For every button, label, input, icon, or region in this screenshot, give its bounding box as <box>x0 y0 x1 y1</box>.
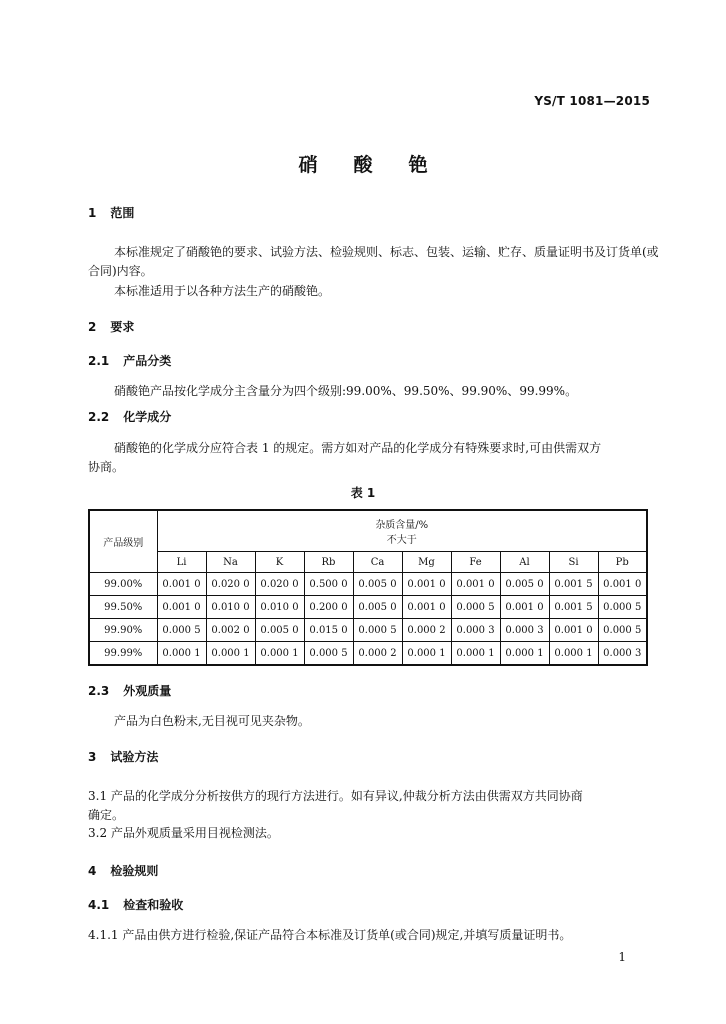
value-cell: 0.005 0 <box>353 573 402 596</box>
value-cell: 0.500 0 <box>304 573 353 596</box>
element-header-row <box>89 552 647 573</box>
value-cell: 0.001 0 <box>451 573 500 596</box>
impurity-header-line-2: 不大于 <box>386 535 417 546</box>
grade-cell: 99.99% <box>89 642 157 666</box>
value-cell: 0.001 0 <box>549 619 598 642</box>
value-cell: 0.020 0 <box>255 573 304 596</box>
section-4-1-heading <box>88 896 183 913</box>
value-cell: 0.001 0 <box>598 573 647 596</box>
section-title: 化学成分 <box>123 410 172 424</box>
section-3-heading <box>88 748 158 765</box>
value-cell: 0.000 1 <box>255 642 304 666</box>
section-title: 范围 <box>110 206 135 220</box>
section-number: 2.3 <box>88 684 110 698</box>
section-2-1-heading <box>88 352 171 369</box>
section-title: 外观质量 <box>123 684 172 698</box>
value-cell: 0.000 1 <box>500 642 549 666</box>
section-1-heading <box>88 204 134 221</box>
table-row <box>89 596 647 619</box>
value-cell: 0.000 2 <box>353 642 402 666</box>
section-number: 2.2 <box>88 410 110 424</box>
value-cell: 0.000 1 <box>549 642 598 666</box>
section-number: 4 <box>88 864 97 878</box>
section-2-2-heading <box>88 408 171 425</box>
impurity-header-line-1: 杂质含量/% <box>375 520 429 531</box>
element-header: Si <box>549 552 598 573</box>
section-number: 1 <box>88 206 97 220</box>
value-cell: 0.000 3 <box>500 619 549 642</box>
value-cell: 0.000 3 <box>598 642 647 666</box>
value-cell: 0.200 0 <box>304 596 353 619</box>
element-header: Ca <box>353 552 402 573</box>
section-2-heading <box>88 318 134 335</box>
element-header: K <box>255 552 304 573</box>
grade-cell: 99.50% <box>89 596 157 619</box>
grade-cell: 99.00% <box>89 573 157 596</box>
section-number: 2.1 <box>88 354 110 368</box>
test-method-3-2: 3.2 产品外观质量采用目视检测法。 <box>88 826 279 840</box>
section-title: 要求 <box>110 320 135 334</box>
standard-number: YS/T 1081—2015 <box>534 94 650 108</box>
section-number: 3 <box>88 750 97 764</box>
grade-cell: 99.90% <box>89 619 157 642</box>
scope-paragraph-line-2: 合同)内容。 <box>88 264 153 278</box>
table-row <box>89 573 647 596</box>
value-cell: 0.001 5 <box>549 596 598 619</box>
table-caption: 表 1 <box>350 486 376 500</box>
test-method-3-1-line-1: 3.1 产品的化学成分分析按供方的现行方法进行。如有异议,仲裁分析方法由供需双方共同协商 <box>88 789 583 803</box>
value-cell: 0.020 0 <box>206 573 255 596</box>
value-cell: 0.001 0 <box>500 596 549 619</box>
element-header: Fe <box>451 552 500 573</box>
table-row <box>89 642 647 666</box>
scope-paragraph-2: 本标准适用于以各种方法生产的硝酸铯。 <box>114 284 331 298</box>
value-cell: 0.000 2 <box>402 619 451 642</box>
value-cell: 0.010 0 <box>255 596 304 619</box>
section-number: 2 <box>88 320 97 334</box>
value-cell: 0.001 0 <box>157 596 206 619</box>
section-title: 检查和验收 <box>123 898 184 912</box>
section-title: 产品分类 <box>123 354 172 368</box>
section-2-3-heading <box>88 682 171 699</box>
value-cell: 0.010 0 <box>206 596 255 619</box>
value-cell: 0.001 0 <box>402 573 451 596</box>
value-cell: 0.001 0 <box>402 596 451 619</box>
value-cell: 0.000 5 <box>598 619 647 642</box>
element-header: Na <box>206 552 255 573</box>
section-title: 检验规则 <box>110 864 159 878</box>
inspection-4-1-1: 4.1.1 产品由供方进行检验,保证产品符合本标准及订货单(或合同)规定,并填写质量证明书。 <box>88 928 572 942</box>
value-cell: 0.000 5 <box>157 619 206 642</box>
value-cell: 0.015 0 <box>304 619 353 642</box>
composition-paragraph-line-1: 硝酸铯的化学成分应符合表 1 的规定。需方如对产品的化学成分有特殊要求时,可由供需双方 <box>114 441 602 455</box>
value-cell: 0.000 5 <box>304 642 353 666</box>
impurity-header <box>157 510 647 552</box>
section-title: 试验方法 <box>110 750 159 764</box>
table-row <box>89 619 647 642</box>
value-cell: 0.005 0 <box>500 573 549 596</box>
value-cell: 0.000 5 <box>451 596 500 619</box>
value-cell: 0.000 3 <box>451 619 500 642</box>
scope-paragraph-line-1: 本标准规定了硝酸铯的要求、试验方法、检验规则、标志、包装、运输、贮存、质量证明书及订货单(或 <box>114 245 659 259</box>
value-cell: 0.002 0 <box>206 619 255 642</box>
value-cell: 0.000 1 <box>206 642 255 666</box>
value-cell: 0.001 5 <box>549 573 598 596</box>
value-cell: 0.001 0 <box>157 573 206 596</box>
impurity-table <box>88 509 648 666</box>
grade-header: 产品级别 <box>89 510 157 573</box>
element-header: Mg <box>402 552 451 573</box>
value-cell: 0.000 1 <box>157 642 206 666</box>
element-header: Rb <box>304 552 353 573</box>
value-cell: 0.005 0 <box>353 596 402 619</box>
element-header: Pb <box>598 552 647 573</box>
element-header: Al <box>500 552 549 573</box>
value-cell: 0.000 5 <box>353 619 402 642</box>
element-header: Li <box>157 552 206 573</box>
document-title: 硝酸铯 <box>298 154 464 176</box>
appearance-paragraph: 产品为白色粉末,无目视可见夹杂物。 <box>114 714 310 728</box>
value-cell: 0.005 0 <box>255 619 304 642</box>
test-method-3-1-line-2: 确定。 <box>88 808 125 822</box>
composition-paragraph-line-2: 协商。 <box>88 460 125 474</box>
page-number: 1 <box>618 950 626 964</box>
value-cell: 0.000 1 <box>451 642 500 666</box>
section-number: 4.1 <box>88 898 110 912</box>
classification-paragraph: 硝酸铯产品按化学成分主含量分为四个级别:99.00%、99.50%、99.90%、99.99%。 <box>114 384 578 398</box>
section-4-heading <box>88 862 158 879</box>
value-cell: 0.000 1 <box>402 642 451 666</box>
value-cell: 0.000 5 <box>598 596 647 619</box>
